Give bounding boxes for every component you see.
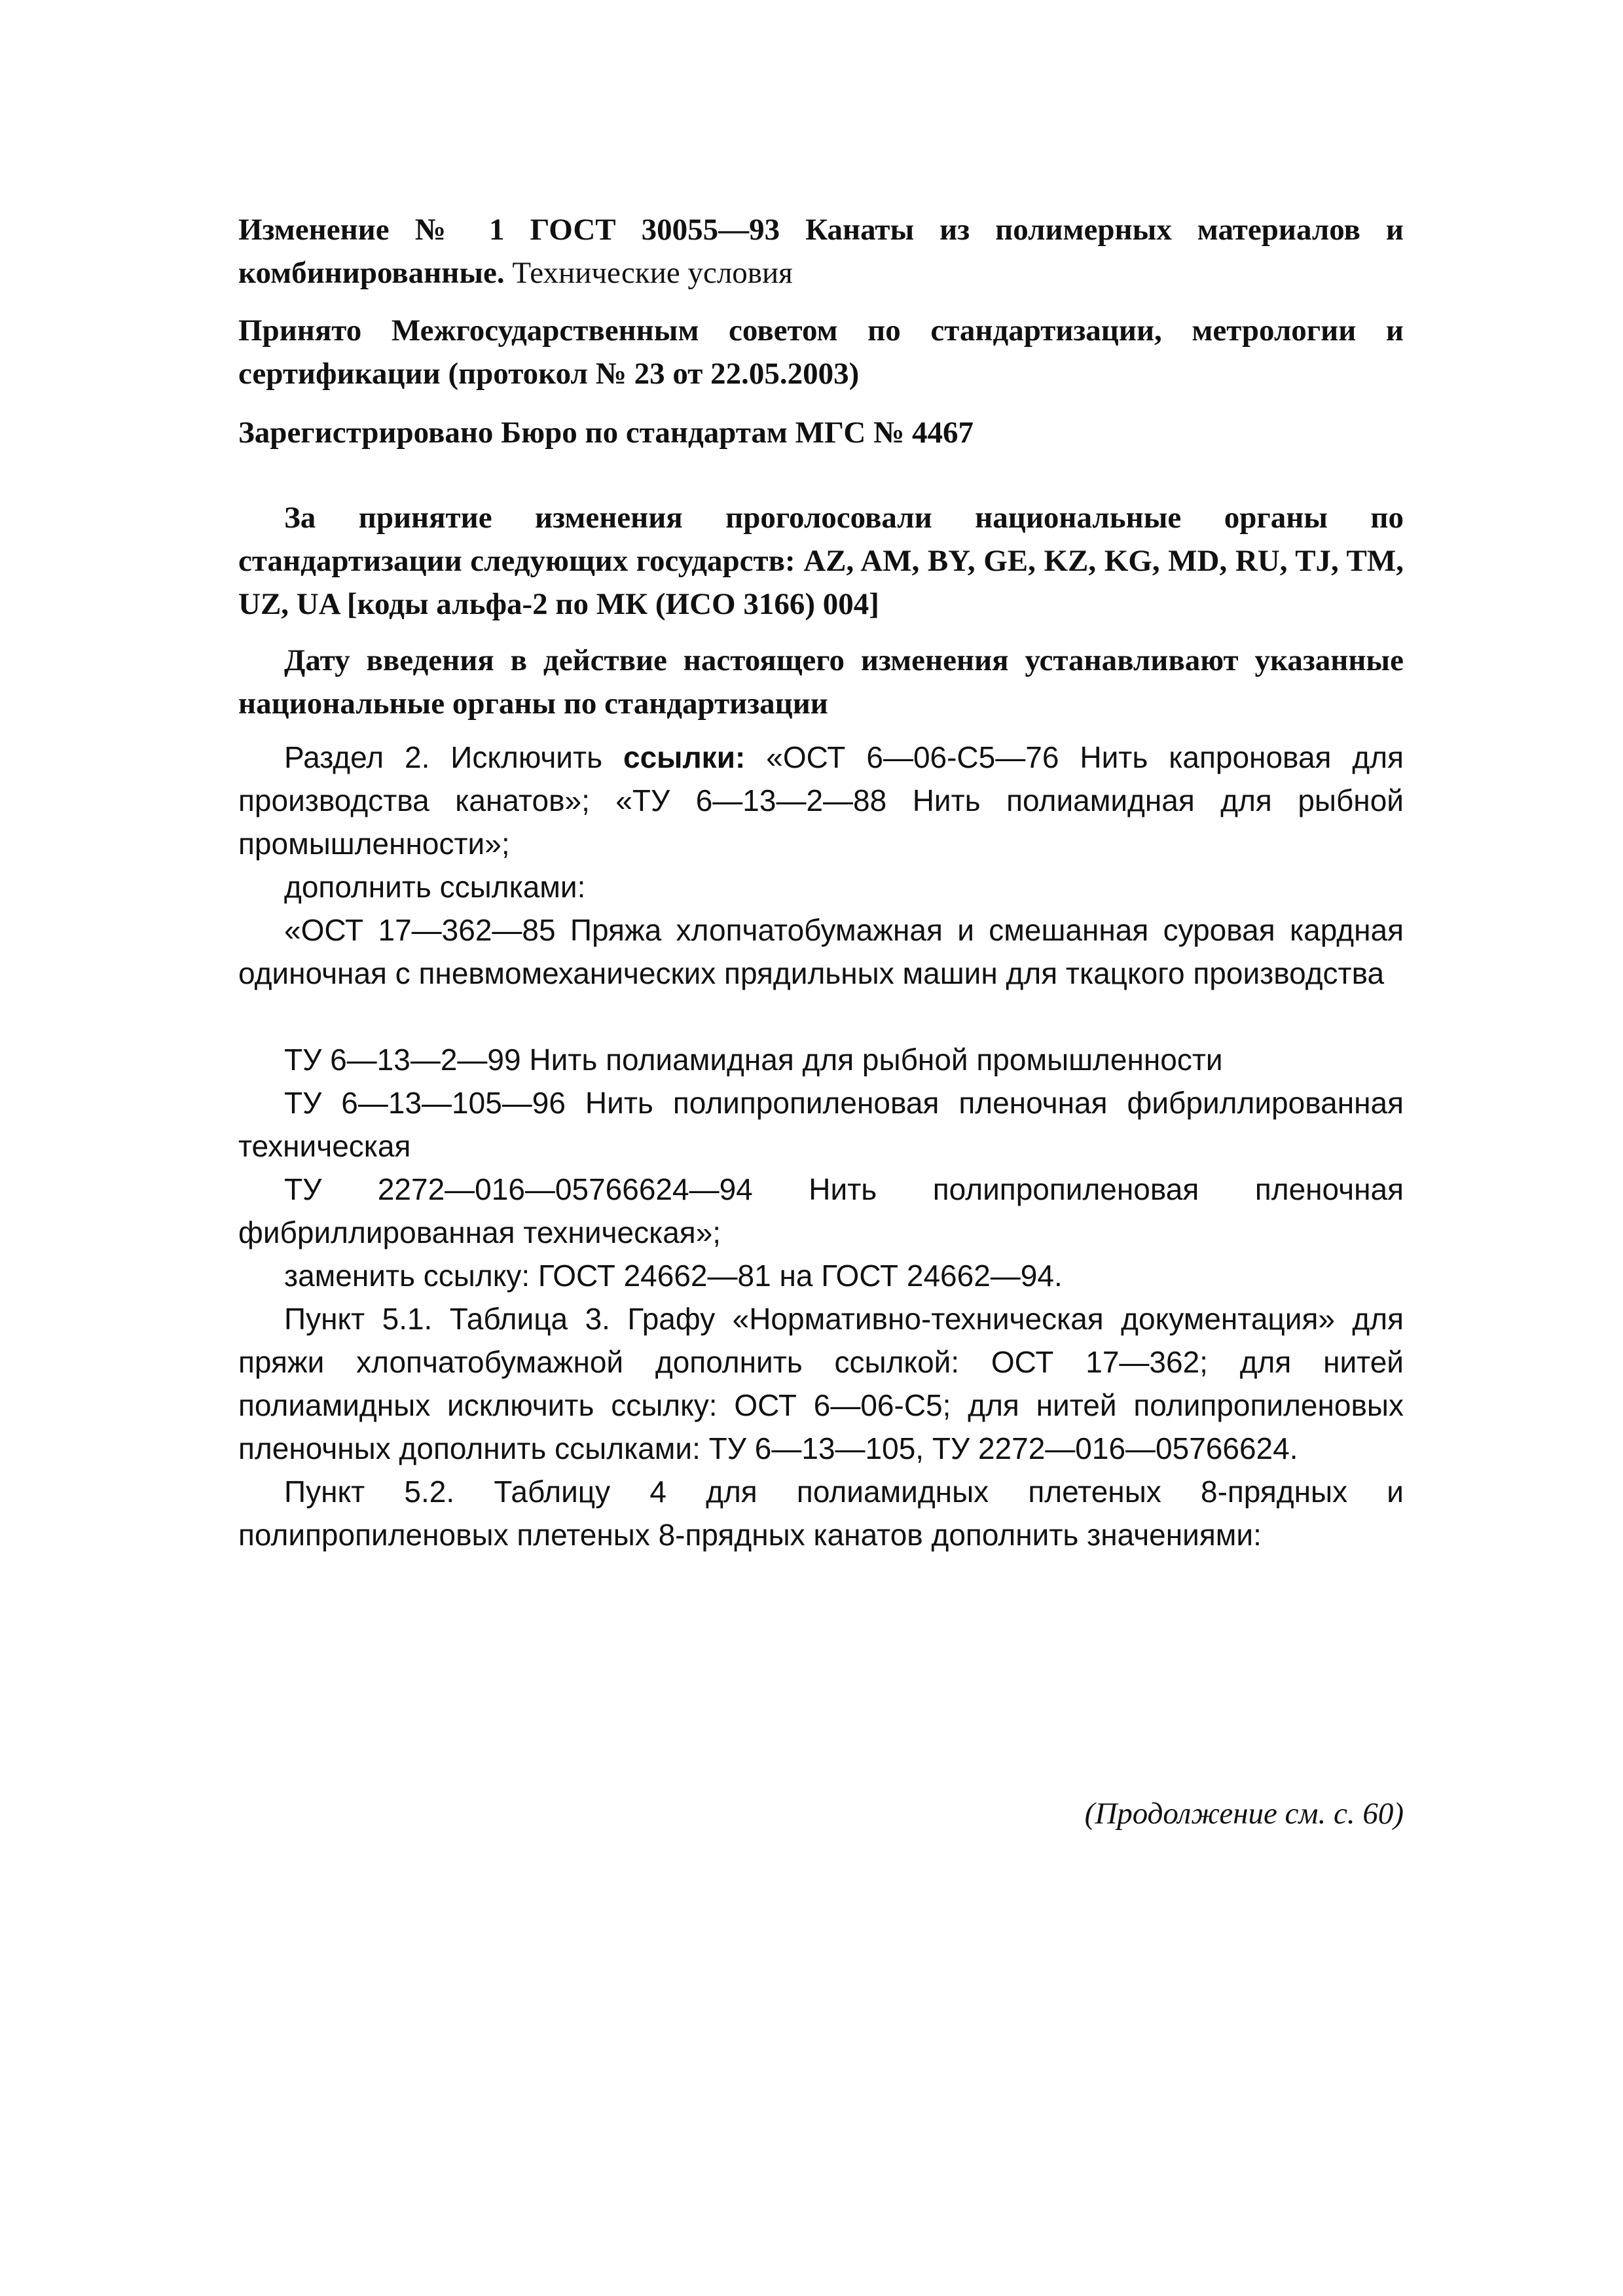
tu-2-99-line: ТУ 6—13—2—99 Нить полиамидная для рыбной промышленности: [284, 1043, 1223, 1077]
ost-17-paragraph: «ОСТ 17—362—85 Пряжа хлопчатобумажная и смешанная суровая кардная одиночная с пневмомеханических прядильных машин для ткацкого производства: [238, 913, 1404, 990]
section-2-bold: ссылки:: [623, 740, 746, 774]
section-2-paragraph: [238, 736, 1404, 865]
change-title: [238, 208, 1404, 295]
section-2-rest: «ОСТ 6—06-С5—76 Нить капроновая для производства канатов»; «ТУ 6—13—2—88 Нить полиамидная для рыбной промышленности»;: [238, 740, 1404, 861]
change-title-bold: Изменение № 1 ГОСТ 30055—93 Канаты из полимерных материалов и комбинированные.: [238, 213, 1404, 290]
clause-5-2-paragraph: Пункт 5.2. Таблицу 4 для полиамидных плетеных 8-прядных и полипропиленовых плетеных 8-прядных канатов дополнить значениями:: [238, 1475, 1404, 1552]
registered: Зарегистрировано Бюро по стандартам МГС № 4467: [238, 416, 974, 450]
section-2-prefix: Раздел 2. Исключить: [284, 740, 623, 774]
continuation-note: (Продолжение см. с. 60): [1084, 1797, 1404, 1831]
tu-105-paragraph: ТУ 6—13—105—96 Нить полипропиленовая пленочная фибриллированная техническая: [238, 1086, 1404, 1163]
supplement-line: дополнить ссылками:: [284, 870, 586, 904]
change-title-normal: Технические условия: [504, 256, 793, 290]
tu-2272-paragraph: ТУ 2272—016—05766624—94 Нить полипропиленовая пленочная фибриллированная техническая»;: [238, 1172, 1404, 1249]
voting-paragraph: За принятие изменения проголосовали национальные органы по стандартизации следующих государств: AZ, AM, BY, GE, KZ, KG, MD, RU, TJ, TM, UZ, UA [коды альфа-2 по МК (ИСО 3166) 004]: [238, 501, 1404, 621]
replace-line: заменить ссылку: ГОСТ 24662—81 на ГОСТ 24662—94.: [284, 1259, 1063, 1293]
adopted-by: Принято Межгосударственным советом по стандартизации, метрологии и сертификации (протокол № 23 от 22.05.2003): [238, 314, 1404, 391]
effective-date-paragraph: Дату введения в действие настоящего изменения устанавливают указанные национальные органы по стандартизации: [238, 643, 1404, 721]
clause-5-1-paragraph: Пункт 5.1. Таблица 3. Графу «Нормативно-техническая документация» для пряжи хлопчатобумажной дополнить ссылкой: ОСТ 17—362; для нитей полиамидных исключить ссылку: ОСТ 6—06-С5; для нитей полипропиленовых пленочных дополнить ссылками: ТУ 6—13—105, ТУ 2272—016—05766624.: [238, 1302, 1404, 1465]
